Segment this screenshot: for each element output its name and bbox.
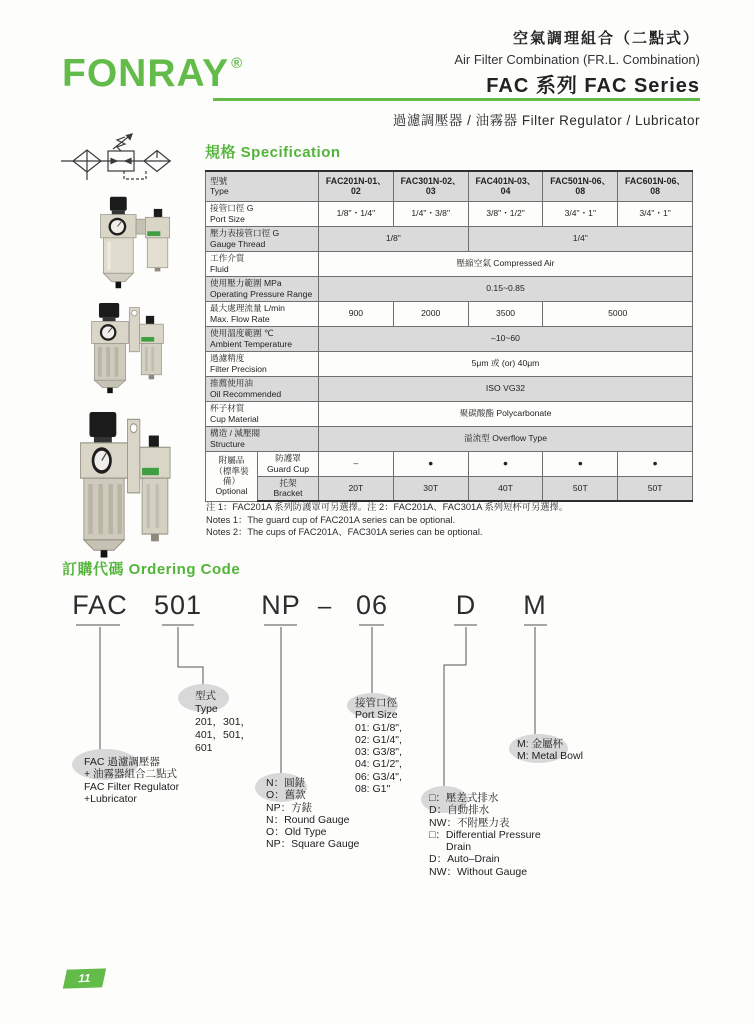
cell-value: ● [468,451,543,476]
cell-value: 0.15~0.85 [319,276,693,301]
row-label-zh: 使用壓力範圍 MPa [210,278,282,289]
row-label-zh: 附屬品 [218,455,245,466]
row-fluid [206,251,693,276]
cell-value: 3/4"・1" [543,201,618,226]
note-line: Notes 2：The cups of FAC201A、FAC301A series can be optional. [206,527,483,538]
code-segment-port: 06 [355,590,389,620]
row-label-en: Optional [215,486,248,497]
model-name: FAC201N-01、02 [319,171,394,201]
cell-value: 溢流型 Overflow Type [319,426,693,451]
pneumatic-symbol [60,132,172,184]
cell-value: ● [543,451,618,476]
cell-value: – [319,451,394,476]
row-label-zh: 壓力表接管口徑 G [210,228,280,239]
row-filter-precision [206,351,693,376]
cell-value: ● [393,451,468,476]
callout-bowl: M: 金屬杯 M: Metal Bowl [517,738,583,763]
sub-label-en: Bracket [273,488,303,499]
row-label-zh: 最大處理流量 L/min [210,303,285,314]
header [454,27,700,98]
specification-heading: 規格 Specification [205,144,341,161]
row-cup-material [206,401,693,426]
model-name: FAC601N-06、08 [618,171,693,201]
cell-value: –10~60 [319,326,693,351]
cell-value: 聚碳酸酯 Polycarbonate [319,401,693,426]
cell-value: 5000 [543,301,693,326]
header-divider [213,98,700,101]
note-line: Notes 1：The guard cup of FAC201A series can be optional. [206,514,456,525]
callout-series: FAC 過濾調壓器 + 油霧器組合二點式 FAC Filter Regulator +Lubricator [84,756,180,805]
table-notes [206,501,568,539]
cell-value: 50T [543,476,618,501]
brand-name: FONRAY [62,52,230,95]
cell-value: 壓縮空氣 Compressed Air [319,251,693,276]
code-segment-drain: D [455,590,477,620]
row-pressure-range [206,276,693,301]
title-en: Air Filter Combination (FR.L. Combination) [454,52,700,67]
row-label-en: Fluid [210,263,229,274]
row-ambient-temp [206,326,693,351]
row-flow-rate [206,301,693,326]
code-segment-series: FAC [72,590,128,620]
code-segment-bowl: M [523,590,547,620]
row-label-zh: 過濾精度 [210,353,245,364]
code-segment-type: 501 [153,590,203,620]
row-label-en: Gauge Thread [210,238,266,249]
title-zh: 空氣調理組合（二點式） [512,30,700,47]
row-label-en: Ambient Temperature [210,338,293,349]
model-name: FAC401N-03、04 [468,171,543,201]
product-photo-frl-combo-large [76,412,188,559]
row-guard-cup [206,451,693,476]
row-label-zh: 接管口徑 G [210,203,254,214]
model-name: FAC501N-06、08 [543,171,618,201]
cell-value: 2000 [393,301,468,326]
code-segment-gauge: NP [261,590,301,620]
series-title: FAC 系列 FAC Series [486,75,700,97]
row-label-en: Max. Flow Rate [210,313,270,324]
row-label-en: Type [210,186,229,197]
cell-value: 1/8" [319,226,469,251]
cell-value: 900 [319,301,394,326]
row-label-zh: 型號 [210,175,228,186]
row-label-en: Operating Pressure Range [210,288,313,299]
cell-value: 1/8"・1/4" [319,201,394,226]
row-oil [206,376,693,401]
product-photo-frl-combo-small [95,195,179,290]
row-label-zh: 工作介質 [210,253,245,264]
ordering-section [0,556,754,916]
page-number: 11 [77,972,92,985]
cell-value: 50T [618,476,693,501]
cell-value: 20T [319,476,394,501]
note-line: 注 1：FAC201A 系列防護罩可另選擇。注 2：FAC201A、FAC301A 系列短杯可另選擇。 [206,502,569,512]
callout-drain: □：壓差式排水 D：自動排水 NW：不附壓力表 □：Differential Pressure Drain D：Auto–Drain NW：Without Gauge [429,792,541,878]
row-structure [206,426,693,451]
ordering-heading: 訂購代碼 Ordering Code [62,561,241,578]
page-number-badge [63,968,106,988]
row-label-en: Cup Material [210,413,259,424]
code-segment-dash: – [317,593,333,620]
page-subtitle: 過濾調壓器 / 油霧器 Filter Regulator / Lubricator [392,113,700,128]
row-bracket [206,476,693,501]
callout-type: 型式 Type 201，301， 401，501， 601 [195,690,252,754]
specification-table [205,170,693,502]
row-label-zh: 推薦使用油 [210,378,253,389]
cell-value: 30T [393,476,468,501]
callout-gauge: N：圓錶 O：舊款 NP：方錶 N：Round Gauge O：Old Type NP：Square Gauge [266,777,360,851]
row-label-zh: 杯子材質 [210,403,245,414]
cell-value: ● [618,451,693,476]
row-port-size [206,201,693,226]
row-label-en: Oil Recommended [210,388,282,399]
registered-mark: ® [231,55,244,72]
row-type [206,171,693,201]
cell-value: 3500 [468,301,543,326]
brand-logo [62,54,243,93]
product-photo-frl-combo-medium [83,303,183,395]
cell-value: ISO VG32 [319,376,693,401]
sub-label-en: Guard Cup [266,463,310,474]
model-name: FAC301N-02、03 [393,171,468,201]
cell-value: 1/4"・3/8" [393,201,468,226]
cell-value: 3/4"・1" [618,201,693,226]
sub-label-zh: 托架 [279,477,297,488]
cell-value: 40T [468,476,543,501]
row-gauge-thread [206,226,693,251]
sub-label-zh: 防護罩 [275,453,301,464]
cell-value: 3/8"・1/2" [468,201,543,226]
row-label-en: Filter Precision [210,363,267,374]
row-label-en: Structure [210,438,245,449]
callout-port: 接管口徑 Port Size 01: G1/8", 02: G1/4", 03: G3/8", 04: G1/2", 06: G3/4", 08: G1" [355,697,402,796]
row-label-zh: 使用溫度範圍 ℃ [210,328,274,339]
row-label-en: Port Size [210,213,245,224]
row-label-zh: 構造 / 減壓閥 [210,428,261,439]
cell-value: 1/4" [468,226,692,251]
row-label-zh: （標準裝備） [214,465,249,486]
cell-value: 5μm 或 (or) 40μm [319,351,693,376]
